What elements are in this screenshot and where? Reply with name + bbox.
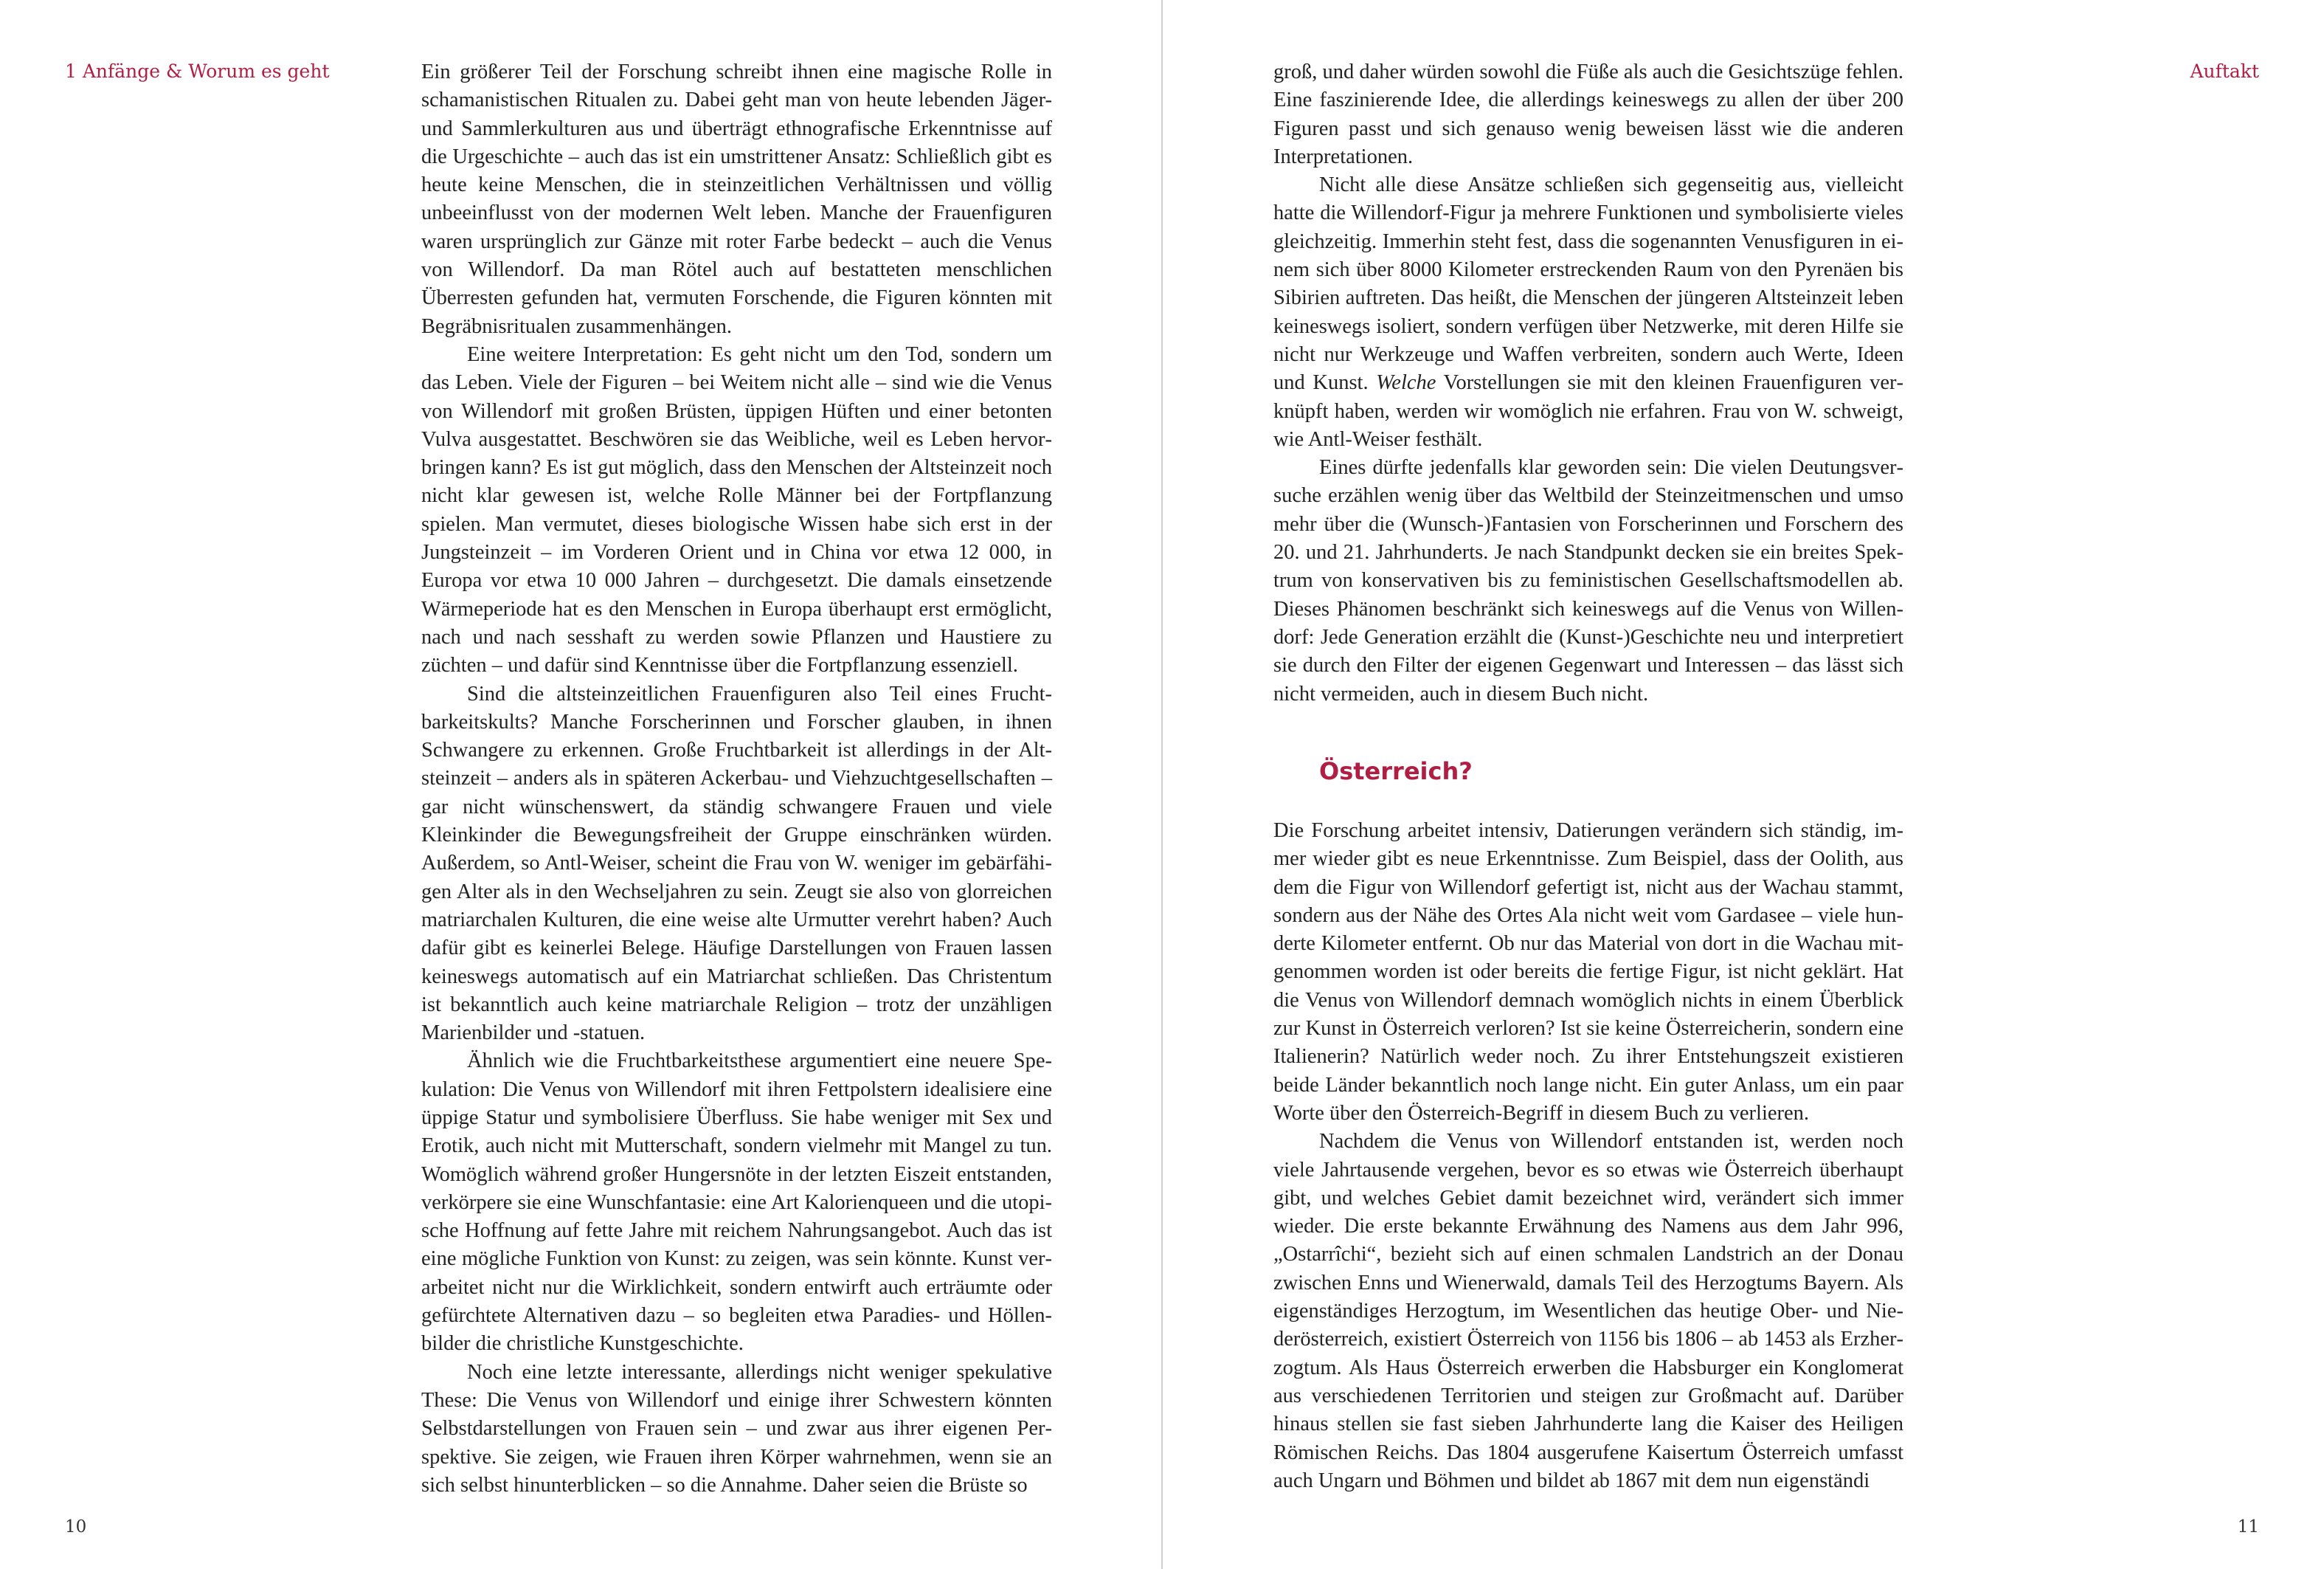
right-text-column-top <box>1273 58 1903 708</box>
left-text-column <box>421 58 1052 1500</box>
paragraph: Ähnlich wie die Fruchtbarkeitsthese argumentiert eine neuere Spekulation: Die Venus von Willendorf mit ihren Fettpolstern idealisiere eine üppige Statur und symbolisiere Überfluss. Sie habe weniger mit Sex und Erotik, auch nicht mit Mutterschaft, sondern vielmehr mit Mangel zu tun. Womöglich während großer Hungersnöte in der letzten Eiszeit entstanden, verkörpere sie eine Wunschfantasie: eine Art Kalorienqueen und die utopische Hoffnung auf fette Jahre mit reichem Nahrungsangebot. Auch das ist eine mögliche Funktion von Kunst: zu zeigen, was sein könnte. Kunst verarbeitet nicht nur die Wirklichkeit, sondern entwirft auch erträumte oder gefürchtete Alternativen dazu – so begleiten etwa Paradies- und Höllenbilder die christliche Kunstgeschichte. <box>421 1049 1052 1356</box>
page-number-right: 11 <box>2237 1517 2259 1537</box>
paragraph: Eines dürfte jedenfalls klar geworden sein: Die vielen Deutungsversuche erzählen wenig über das Weltbild der Steinzeitmenschen und umso mehr über die (Wunsch-)Fantasien von Forscherinnen und Forschern des 20. und 21. Jahrhunderts. Je nach Standpunkt decken sie ein breites Spektrum von konservativen bis zu feministischen Gesellschaftsmodellen ab. Dieses Phänomen beschränkt sich keineswegs auf die Venus von Willendorf: Jede Generation erzählt die (Kunst-)Geschichte neu und interpretiert sie durch den Filter der eigenen Gegenwart und Interessen – das lässt sich nicht vermeiden, auch in diesem Buch nicht. <box>1273 456 1903 706</box>
section-heading: Österreich? <box>1319 757 1473 785</box>
paragraph: Ein größerer Teil der Forschung schreibt ihnen eine magische Rolle in schamanistischen Ritualen zu. Dabei geht man von heute lebenden Jäger- und Sammlerkulturen aus und überträgt ethnografische Erkenntnisse auf die Urgeschichte – auch das ist ein umstrittener Ansatz: Schließlich gibt es heute keine Menschen, die in steinzeitlichen Verhältnissen und völlig unbeeinflusst von der modernen Welt leben. Manche der Frauenfiguren waren ursprünglich zur Gänze mit roter Farbe bedeckt – auch die Venus von Willendorf. Da man Rötel auch auf bestatteten menschlichen Überresten gefunden hat, vermuten Forschende, die Figuren könnten mit Begräbnisritualen zusammenhängen. <box>421 61 1052 338</box>
page-number-left: 10 <box>65 1517 87 1537</box>
right-page <box>1163 0 2324 1569</box>
paragraph: Eine weitere Interpretation: Es geht nicht um den Tod, sondern um das Leben. Viele der Figuren – bei Weitem nicht alle – sind wie die Venus von Willendorf mit großen Brüsten, üppigen Hüften und einer betonten Vulva ausgestattet. Beschwören sie das Weibliche, weil es Leben hervorbringen kann? Es ist gut möglich, dass den Menschen der Altsteinzeit noch nicht klar gewesen ist, welche Rolle Männer bei der Fortpflanzung spielen. Man vermutet, dieses biologische Wissen habe sich erst in der Jungsteinzeit – im Vorderen Orient und in China vor etwa 12 000, in Europa vor etwa 10 000 Jahren – durchgesetzt. Die damals einsetzende Wärmeperiode hat es den Menschen in Europa überhaupt erst ermöglicht, nach und nach sesshaft zu werden sowie Pflanzen und Haustiere zu züchten – und dafür sind Kenntnisse über die Fortpflanzung essenziell. <box>421 342 1052 677</box>
running-head-left: 1 Anfänge & Worum es geht <box>65 61 330 82</box>
paragraph: groß, und daher würden sowohl die Füße als auch die Gesichtszüge fehlen. Eine faszinierende Idee, die allerdings keineswegs zu allen der über 200 Figuren passt und sich genauso wenig beweisen lässt wie die anderen Interpretationen. <box>1273 61 1903 168</box>
paragraph: Nachdem die Venus von Willendorf entstanden ist, werden noch viele Jahrtausende vergehen, bevor es so etwas wie Österreich überhaupt gibt, und welches Gebiet damit bezeichnet wird, verändert sich immer wieder. Die erste bekannte Erwähnung des Namens aus dem Jahr 996, „Ostarrîchi“, bezieht sich auf einen schmalen Landstrich an der Donau zwischen Enns und Wienerwald, damals Teil des Herzogtums Bayern. Als eigenständiges Herzogtum, im Wesentlichen das heutige Ober- und Niederösterreich, existiert Österreich von 1156 bis 1806 – ab 1453 als Erzherzogtum. Als Haus Österreich erwerben die Habsburger ein Konglomerat aus verschiedenen Territorien und steigen zur Großmacht auf. Darüber hinaus stellen sie fast sieben Jahrhunderte lang die Kaiser des Heiligen Römischen Reichs. Das 1804 ausgerufene Kaisertum Österreich umfasst auch Ungarn und Böhmen und bildet ab 1867 mit dem nun eigenständi <box>1273 1130 1903 1492</box>
paragraph: Sind die altsteinzeitlichen Frauenfiguren also Teil eines Fruchtbarkeitskults? Manche Forscherinnen und Forscher glauben, in ihnen Schwangere zu erkennen. Große Fruchtbarkeit ist allerdings in der Altsteinzeit – anders als in späteren Ackerbau- und Viehzuchtgesellschaften – gar nicht wünschenswert, da ständig schwangere Frauen und viele Kleinkinder die Bewegungsfreiheit der Gruppe einschränken würden. Außerdem, so Antl-Weiser, scheint die Frau von W. weniger im gebärfähigen Alter als in den Wechseljahren zu sein. Zeugt sie also von glorreichen matriarchalen Kulturen, die eine weise alte Urmutter verehrt haben? Auch dafür gibt es keinerlei Belege. Häufige Darstellungen von Frauen lassen keineswegs automatisch auf ein Matriarchat schließen. Das Christentum ist bekanntlich auch keine matriarchale Religion – trotz der unzähligen Marienbilder und -statuen. <box>421 682 1052 1045</box>
right-text-column-bottom <box>1273 817 1903 1495</box>
emphasis: Welche <box>1376 371 1436 395</box>
left-page <box>0 0 1161 1569</box>
paragraph: Noch eine letzte interessante, allerdings nicht weniger spekulative These: Die Venus von Willendorf und einige ihrer Schwestern könnten Selbstdarstellungen von Frauen sein – und zwar aus ihrer eigenen Perspektive. Sie zeigen, wie Frauen ihren Körper wahrnehmen, wenn sie an sich selbst hinunterblicken – so die Annahme. Daher seien die Brüste so <box>421 1360 1052 1497</box>
paragraph: Die Forschung arbeitet intensiv, Datierungen verändern sich ständig, immer wieder gibt es neue Erkenntnisse. Zum Beispiel, dass der Oolith, aus dem die Figur von Willendorf gefertigt ist, nicht aus der Wachau stammt, sondern aus der Nähe des Ortes Ala nicht weit vom Gardasee – viele hunderte Kilometer entfernt. Ob nur das Material von dort in die Wachau mitgenommen worden ist oder bereits die fertige Figur, ist nicht geklärt. Hat die Venus von Willendorf demnach womöglich nichts in einem Überblick zur Kunst in Österreich verloren? Ist sie keine Österreicherin, sondern eine Italienerin? Natürlich weder noch. Zu ihrer Entstehungszeit existieren beide Länder bekanntlich noch lange nicht. Ein guter Anlass, um ein paar Worte über den Österreich-Begriff in diesem Buch zu verlieren. <box>1273 819 1903 1125</box>
running-head-right: Auftakt <box>2190 61 2259 82</box>
paragraph: Nicht alle diese Ansätze schließen sich gegenseitig aus, vielleicht hatte die Willendorf-Figur ja mehrere Funktionen und symbolisierte vieles gleichzeitig. Immerhin steht fest, dass die sogenannten Venusfiguren in einem sich über 8000 Kilometer erstreckenden Raum von den Pyrenäen bis Sibirien auftreten. Das heißt, die Menschen der jüngeren Altsteinzeit leben keineswegs isoliert, sondern verfügen über Netzwerke, mit deren Hilfe sie nicht nur Werkzeuge und Waffen verbreiten, sondern auch Werte, Ideen und Kunst. Welche Vorstellungen sie mit den kleinen Frauenfiguren verknüpft haben, werden wir womöglich nie erfahren. Frau von W. schweigt, wie Antl-Weiser festhält. <box>1273 173 1903 451</box>
